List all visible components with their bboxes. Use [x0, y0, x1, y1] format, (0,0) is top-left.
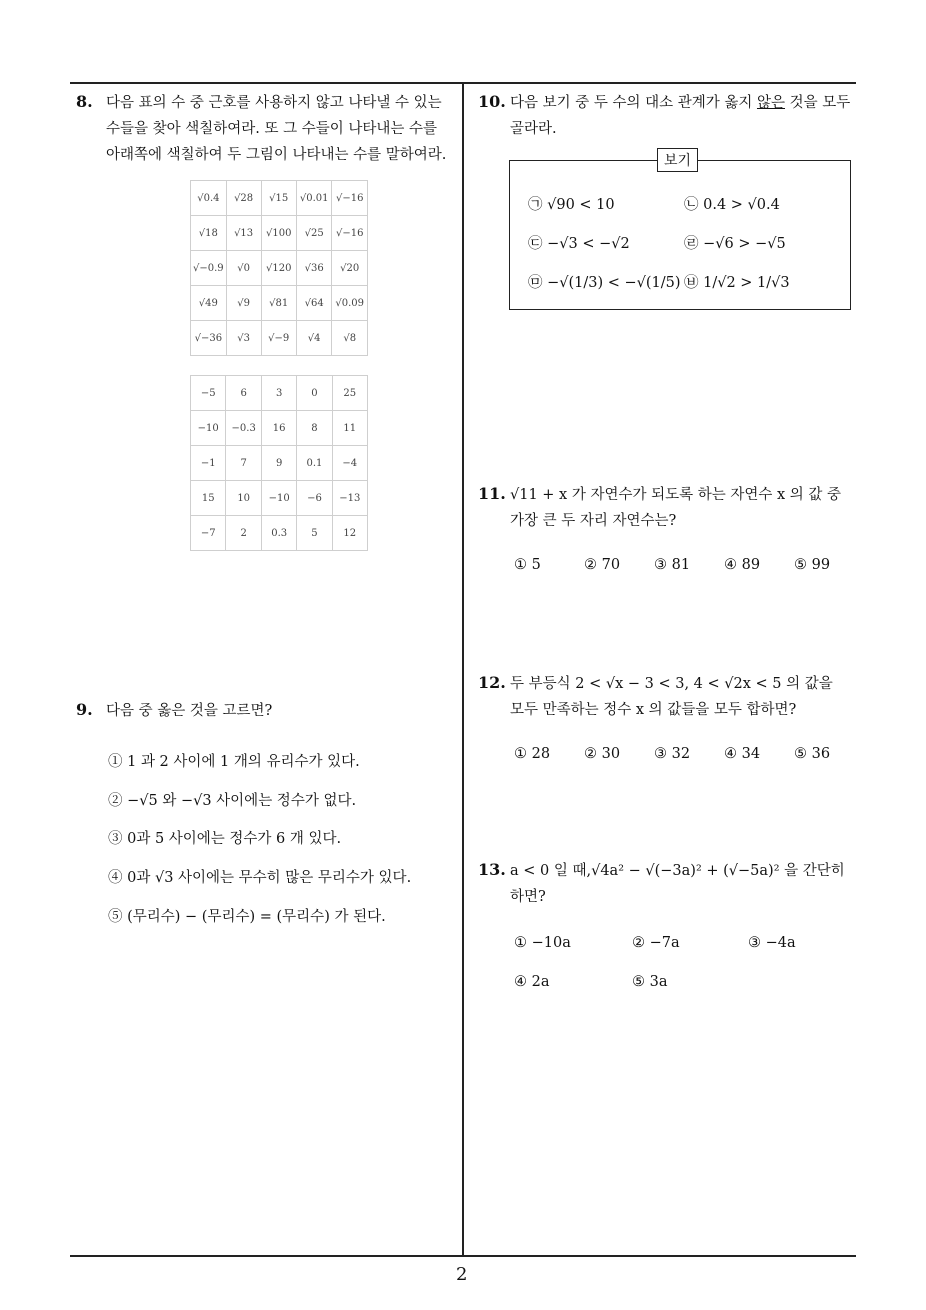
- option-5[interactable]: ⑤ (무리수) − (무리수) = (무리수) 가 된다.: [108, 909, 386, 925]
- table-row: [191, 216, 368, 251]
- table-cell: √36: [296, 251, 332, 286]
- table-cell: 6: [226, 376, 262, 411]
- option-4[interactable]: ④ 34: [724, 746, 761, 762]
- text-line: 수들을 찾아 색칠하여라. 또 그 수들이 나타내는 수를: [106, 121, 438, 137]
- question-number: 9.: [76, 700, 93, 719]
- table-cell: √−9: [261, 321, 296, 356]
- table-cell: √120: [261, 251, 296, 286]
- question-text: [510, 858, 860, 910]
- table-cell: 8: [297, 411, 332, 446]
- option-1[interactable]: ① 5: [514, 557, 541, 573]
- table-cell: √−16: [332, 181, 368, 216]
- option-2[interactable]: ② 30: [584, 746, 621, 762]
- table-row: [191, 286, 368, 321]
- table-row: [191, 321, 368, 356]
- table-cell: √81: [261, 286, 296, 321]
- table-cell: −5: [191, 376, 226, 411]
- table-cell: −4: [332, 446, 367, 481]
- options-row: [514, 557, 864, 573]
- table-cell: √13: [226, 216, 261, 251]
- table-cell: −7: [191, 516, 226, 551]
- question-number: 13.: [478, 860, 506, 879]
- table-cell: √100: [261, 216, 296, 251]
- table-cell: √0.4: [191, 181, 227, 216]
- table-cell: −6: [297, 481, 332, 516]
- table-cell: 16: [261, 411, 296, 446]
- text-line: 모두 만족하는 정수 x 의 값들을 모두 합하면?: [510, 702, 797, 718]
- question-text: [510, 482, 860, 534]
- table-row: [191, 446, 368, 481]
- table-cell: 2: [226, 516, 262, 551]
- question-number: 11.: [478, 484, 506, 503]
- table-cell: √15: [261, 181, 296, 216]
- table-cell: −13: [332, 481, 367, 516]
- number-table: [190, 375, 368, 551]
- table-row: [191, 181, 368, 216]
- option-3[interactable]: ③ 0과 5 사이에는 정수가 6 개 있다.: [108, 831, 342, 847]
- table-cell: √4: [296, 321, 332, 356]
- text-line: a < 0 일 때,√4a² − √(−3a)² + (√−5a)² 을 간단히: [510, 863, 845, 879]
- text-line: √11 + x 가 자연수가 되도록 하는 자연수 x 의 값 중: [510, 487, 842, 503]
- option-3[interactable]: ③ −4a: [748, 935, 796, 951]
- table-cell: 12: [332, 516, 367, 551]
- table-cell: √18: [191, 216, 227, 251]
- table-cell: 9: [261, 446, 296, 481]
- table-row: [191, 251, 368, 286]
- table-row: [191, 516, 368, 551]
- bogi-item-c: ㉢ −√3 < −√2: [528, 236, 630, 252]
- question-text: [510, 671, 860, 723]
- bogi-item-a: ㉠ √90 < 10: [528, 197, 615, 213]
- table-cell: −1: [191, 446, 226, 481]
- table-cell: 11: [332, 411, 367, 446]
- table-cell: √3: [226, 321, 261, 356]
- option-2[interactable]: ② −7a: [632, 935, 680, 951]
- bogi-item-d: ㉣ −√6 > −√5: [684, 236, 786, 252]
- text-segment: 다음 보기 중 두 수의 대소 관계가 옳지: [510, 95, 757, 111]
- table-cell: −10: [261, 481, 296, 516]
- table-cell: 25: [332, 376, 367, 411]
- text-line: 다음 표의 수 중 근호를 사용하지 않고 나타낼 수 있는: [106, 95, 442, 111]
- table-cell: 0.1: [297, 446, 332, 481]
- page-number: 2: [456, 1264, 468, 1285]
- text-line: 골라라.: [510, 121, 557, 137]
- table-cell: √0: [226, 251, 261, 286]
- options-row: [514, 746, 864, 762]
- question-number: 8.: [76, 92, 93, 111]
- text-line: 아래쪽에 색칠하여 두 그림이 나타내는 수를 말하여라.: [106, 147, 447, 163]
- table-cell: √8: [332, 321, 368, 356]
- question-number: 12.: [478, 673, 506, 692]
- table-row: [191, 481, 368, 516]
- table-cell: √−0.9: [191, 251, 227, 286]
- bottom-rule: [70, 1255, 856, 1257]
- question-text: [106, 90, 456, 168]
- option-5[interactable]: ⑤ 3a: [632, 974, 668, 990]
- text-line: 두 부등식 2 < √x − 3 < 3, 4 < √2x < 5 의 값을: [510, 676, 833, 692]
- table-cell: −0.3: [226, 411, 262, 446]
- column-divider: [462, 82, 464, 1256]
- table-cell: √49: [191, 286, 227, 321]
- table-cell: 0: [297, 376, 332, 411]
- table-cell: √0.01: [296, 181, 332, 216]
- option-4[interactable]: ④ 89: [724, 557, 761, 573]
- option-2[interactable]: ② −√5 와 −√3 사이에는 정수가 없다.: [108, 793, 357, 809]
- option-2[interactable]: ② 70: [584, 557, 621, 573]
- sqrt-table: [190, 180, 368, 356]
- table-cell: √9: [226, 286, 261, 321]
- table-cell: √28: [226, 181, 261, 216]
- bogi-item-f: ㉥ 1/√2 > 1/√3: [684, 275, 790, 291]
- table-row: [191, 411, 368, 446]
- option-1[interactable]: ① −10a: [514, 935, 571, 951]
- option-3[interactable]: ③ 32: [654, 746, 691, 762]
- table-cell: √64: [296, 286, 332, 321]
- question-text: [510, 90, 860, 142]
- text-line: 하면?: [510, 889, 546, 905]
- table-cell: √−36: [191, 321, 227, 356]
- bogi-title: 보기: [657, 148, 698, 172]
- text-line: 가장 큰 두 자리 자연수는?: [510, 513, 677, 529]
- option-1[interactable]: ① 1 과 2 사이에 1 개의 유리수가 있다.: [108, 754, 360, 770]
- table-cell: 10: [226, 481, 262, 516]
- option-4[interactable]: ④ 2a: [514, 974, 550, 990]
- option-1[interactable]: ① 28: [514, 746, 551, 762]
- option-5[interactable]: ⑤ 99: [794, 557, 831, 573]
- table-cell: √0.09: [332, 286, 368, 321]
- underlined-word: 않은: [756, 95, 785, 111]
- option-5[interactable]: ⑤ 36: [794, 746, 831, 762]
- table-cell: 15: [191, 481, 226, 516]
- table-cell: √25: [296, 216, 332, 251]
- text-segment: 것을 모두: [785, 95, 851, 111]
- question-text: 다음 중 옳은 것을 고르면?: [106, 703, 273, 719]
- option-4[interactable]: ④ 0과 √3 사이에는 무수히 많은 무리수가 있다.: [108, 870, 412, 886]
- table-cell: 5: [297, 516, 332, 551]
- table-cell: √20: [332, 251, 368, 286]
- table-cell: √−16: [332, 216, 368, 251]
- table-cell: −10: [191, 411, 226, 446]
- question-number: 10.: [478, 92, 506, 111]
- table-cell: 7: [226, 446, 262, 481]
- bogi-item-e: ㉤ −√(1/3) < −√(1/5): [528, 275, 681, 291]
- table-cell: 3: [261, 376, 296, 411]
- bogi-item-b: ㉡ 0.4 > √0.4: [684, 197, 780, 213]
- text-line: [510, 90, 860, 116]
- option-3[interactable]: ③ 81: [654, 557, 691, 573]
- table-cell: 0.3: [261, 516, 296, 551]
- table-row: [191, 376, 368, 411]
